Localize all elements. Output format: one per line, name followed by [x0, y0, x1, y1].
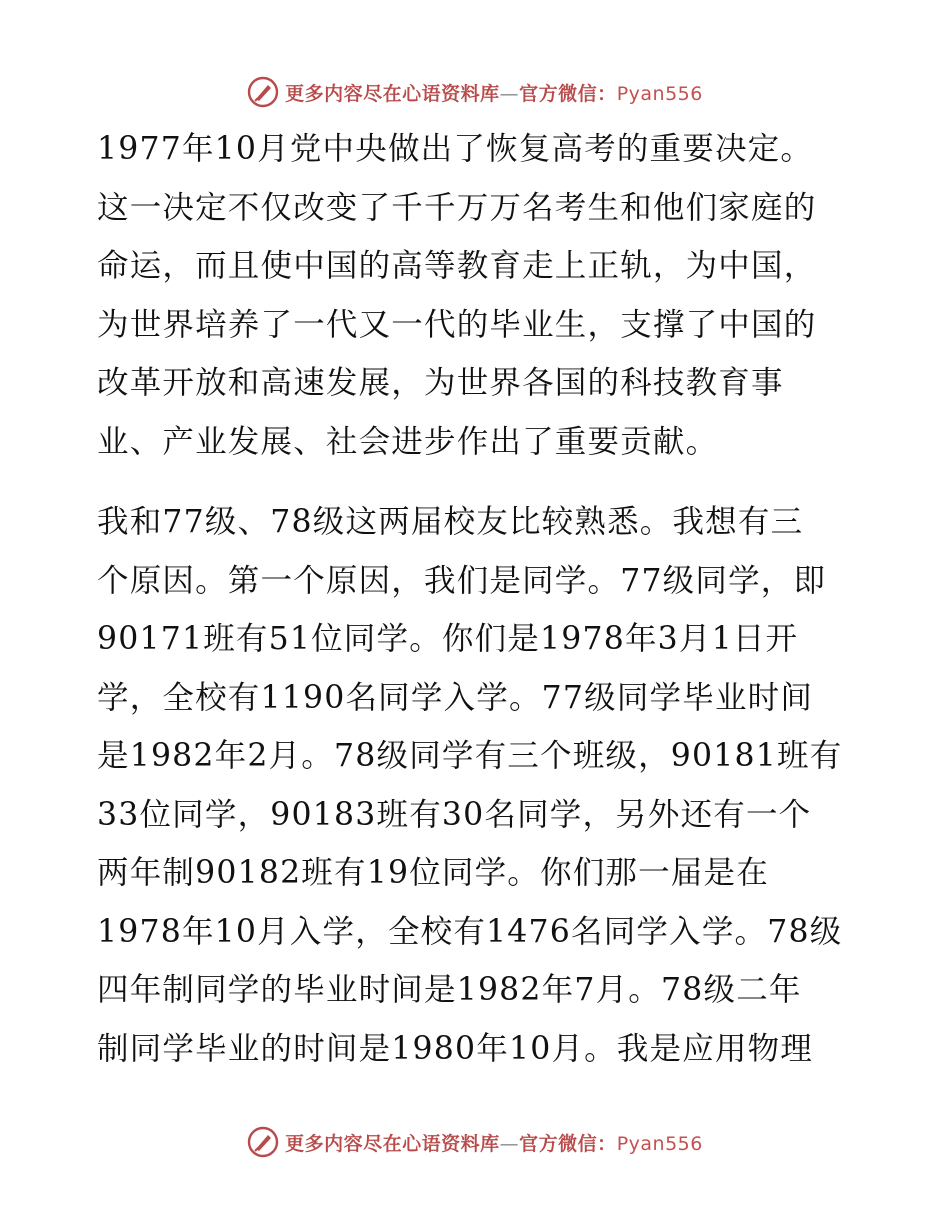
watermark-contact-label: 官方微信：	[519, 1132, 617, 1155]
text-line: 两年制90182班有19位同学。你们那一届是在	[97, 855, 769, 891]
text-line: 命运，而且使中国的高等教育走上正轨，为中国，	[97, 248, 817, 284]
text-line: 是1982年2月。78级同学有三个班级，90181班有	[97, 738, 843, 774]
text-line: 制同学毕业的时间是1980年10月。我是应用物理	[97, 1030, 814, 1067]
watermark-main-text: 更多内容尽在心语资料库	[285, 1132, 500, 1155]
text-line: 四年制同学的毕业时间是1982年7月。78级二年	[97, 972, 802, 1008]
header-watermark	[0, 72, 950, 112]
paragraph-1	[97, 120, 867, 471]
text-line: 90171班有51位同学。你们是1978年3月1日开	[97, 621, 799, 657]
text-line: 这一决定不仅改变了千千万万名考生和他们家庭的	[97, 189, 817, 226]
text-line: 业、产业发展、社会进步作出了重要贡献。	[97, 423, 719, 460]
text-line: 个原因。第一个原因，我们是同学。77级同学，即	[97, 562, 827, 599]
text-line: 为世界培养了一代又一代的毕业生，支撑了中国的	[97, 306, 817, 343]
text-line: 学，全校有1190名同学入学。77级同学毕业时间	[97, 679, 814, 716]
document-body	[97, 120, 867, 1078]
text-line: 1977年10月党中央做出了恢复高考的重要决定。	[97, 131, 814, 167]
watermark-main-text: 更多内容尽在心语资料库	[285, 82, 500, 105]
text-line: 1978年10月入学，全校有1476名同学入学。78级	[97, 913, 843, 950]
footer-watermark	[0, 1122, 950, 1162]
watermark-separator: —	[499, 1132, 520, 1155]
text-line: 33位同学，90183班有30名同学，另外还有一个	[97, 796, 812, 833]
text-line: 改革开放和高速发展，为世界各国的科技教育事	[97, 365, 784, 401]
quill-logo-icon	[247, 1126, 279, 1158]
watermark-handle: Pyan556	[616, 82, 703, 105]
quill-logo-icon	[247, 76, 279, 108]
watermark-contact-label: 官方微信：	[519, 82, 617, 105]
watermark-separator: —	[499, 82, 520, 105]
watermark-handle: Pyan556	[616, 1132, 703, 1155]
text-line: 我和77级、78级这两届校友比较熟悉。我想有三	[97, 504, 804, 540]
paragraph-2	[97, 493, 867, 1078]
